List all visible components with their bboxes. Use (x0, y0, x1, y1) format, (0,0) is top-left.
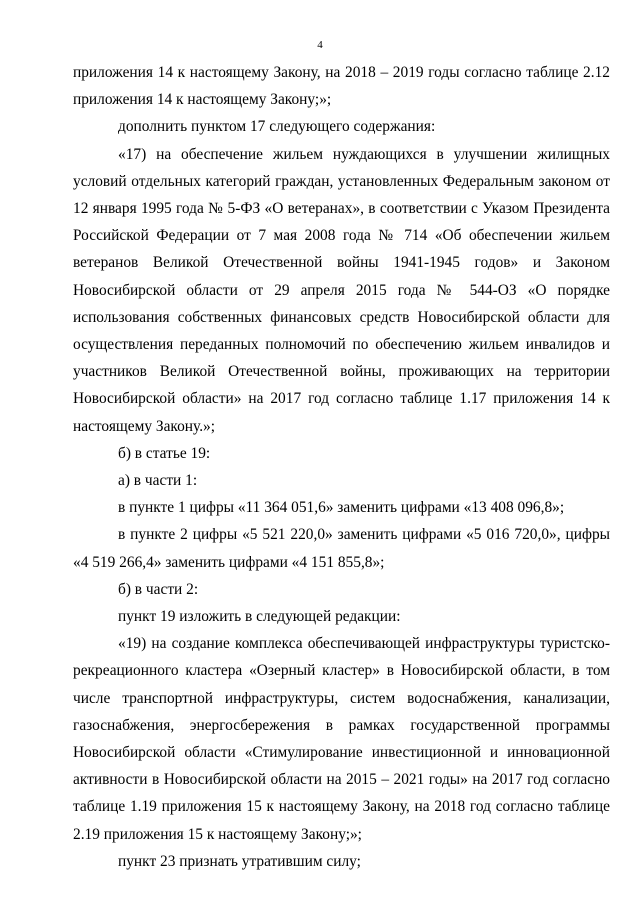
document-body (73, 59, 610, 875)
paragraph-point-23-repeal: пункт 23 признать утратившим силу; (118, 852, 361, 870)
paragraph-continuation: приложения 14 к настоящему Закону, на 2018 – 2019 годы согласно таблице 2.12 приложения 14 к настоящему Закону;»; (73, 64, 610, 109)
paragraph-add-point-17: дополнить пунктом 17 следующего содержания: (118, 118, 436, 136)
paragraph-point-17-text: «17) на обеспечение жильем нуждающихся в улучшении жилищных условий отдельных категорий граждан, установленных Федеральным законом от 12 января 1995 года № 5-ФЗ «О ветеранах», в соответствии с Указом Президента Российской Федерации от 7 мая 2008 года № 714 «Об обеспечении жильем ветеранов Великой Отечественной войны 1941-1945 годов» и Законом Новосибирской области от 29 апреля 2015 года № 544-ОЗ «О порядке использования собственных финансовых средств Новосибирской области для осуществления переданных полномочий по обеспечению жильем инвалидов и участников Великой Отечественной войны, проживающих на территории Новосибирской области» на 2017 год согласно таблице 1.17 приложения 14 к настоящему Закону.»; (73, 145, 610, 435)
paragraph-article-19: б) в статье 19: (118, 444, 211, 462)
paragraph-point-19-text: «19) на создание комплекса обеспечивающей инфраструктуры туристско-рекреационного кластера «Озерный кластер» в Новосибирской области, в том числе транспортной инфраструктуры, систем водоснабжения, канализации, газоснабжения, энергосбережения в рамках государственной программы Новосибирской области «Стимулирование инвестиционной и инновационной активности в Новосибирской области на 2015 – 2021 годы» на 2017 год согласно таблице 1.19 приложения 15 к настоящему Закону, на 2018 год согласно таблице 2.19 приложения 15 к настоящему Закону;»; (73, 635, 610, 843)
paragraph-point-2-change: в пункте 2 цифры «5 521 220,0» заменить цифрами «5 016 720,0», цифры «4 519 266,4» заменить цифрами «4 151 855,8»; (73, 526, 610, 571)
paragraph-point-1-change: в пункте 1 цифры «11 364 051,6» заменить цифрами «13 408 096,8»; (118, 499, 565, 517)
paragraph-part-2: б) в части 2: (118, 580, 199, 598)
paragraph-point-19-new-wording: пункт 19 изложить в следующей редакции: (118, 608, 401, 626)
paragraph-part-1: а) в части 1: (118, 472, 198, 490)
page-number: 4 (317, 39, 323, 51)
